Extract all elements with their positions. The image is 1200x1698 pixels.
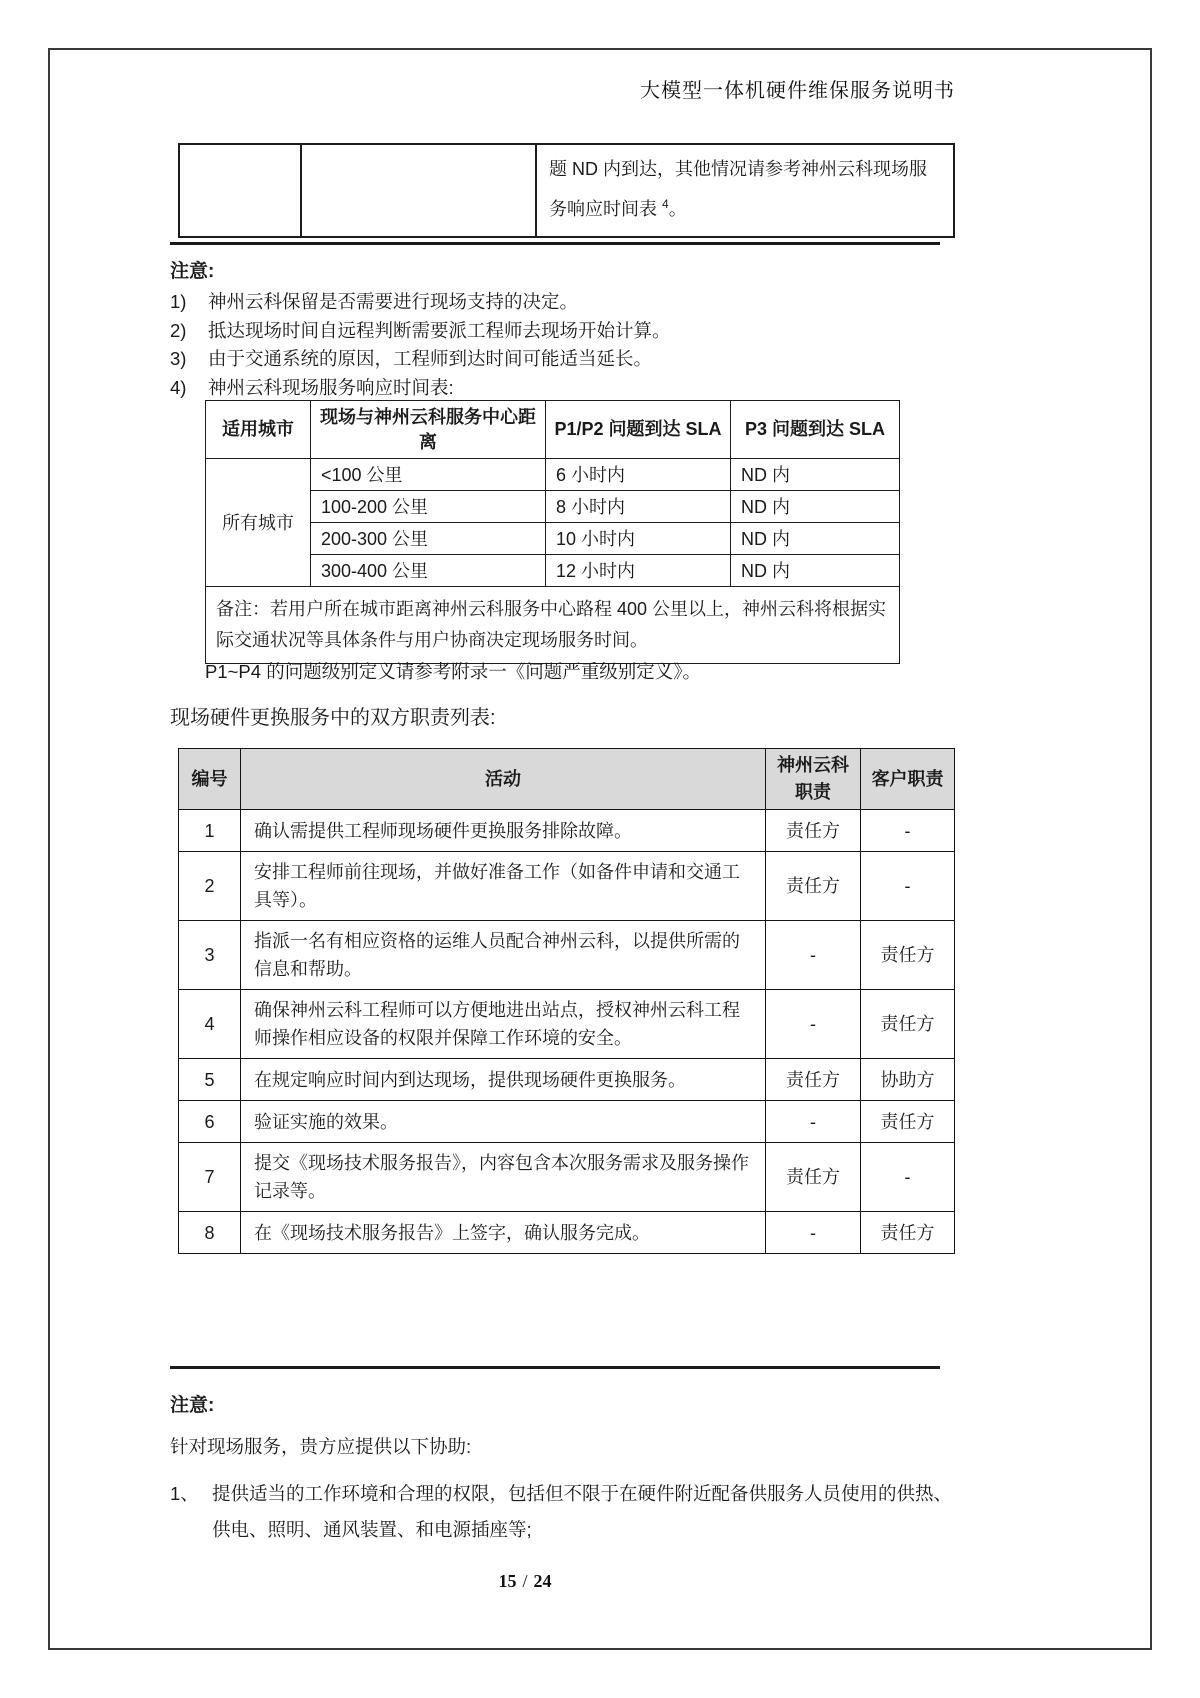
customer-role-cell: 责任方 bbox=[861, 921, 955, 990]
list-item bbox=[170, 374, 960, 403]
vendor-role-cell: 责任方 bbox=[766, 810, 861, 852]
p3-sla-cell: ND 内 bbox=[731, 523, 900, 555]
vendor-role-cell: 责任方 bbox=[766, 1059, 861, 1101]
notes-heading-2: 注意: bbox=[170, 1395, 215, 1416]
distance-cell: 300-400 公里 bbox=[311, 555, 546, 587]
response-time-table bbox=[205, 400, 900, 664]
row-number: 7 bbox=[179, 1143, 241, 1212]
activity-cell: 指派一名有相应资格的运维人员配合神州云科，以提供所需的信息和帮助。 bbox=[241, 921, 766, 990]
customer-role-cell: 协助方 bbox=[861, 1059, 955, 1101]
table-row bbox=[206, 555, 900, 587]
resp-header-vendor: 神州云科职责 bbox=[766, 749, 861, 810]
responsibilities-table bbox=[178, 748, 955, 1254]
sla-header-p1p2: P1/P2 问题到达 SLA bbox=[546, 401, 731, 459]
list-item-text: 神州云科现场服务响应时间表: bbox=[208, 376, 454, 398]
p3-sla-cell: ND 内 bbox=[731, 459, 900, 491]
row-number: 5 bbox=[179, 1059, 241, 1101]
vendor-role-cell: - bbox=[766, 921, 861, 990]
city-cell: 所有城市 bbox=[206, 459, 311, 587]
list-item-number: 4) bbox=[170, 376, 187, 398]
sla-header-p3: P3 问题到达 SLA bbox=[731, 401, 900, 459]
customer-role-cell: 责任方 bbox=[861, 1101, 955, 1143]
list-item-text: 神州云科保留是否需要进行现场支持的决定。 bbox=[208, 291, 579, 312]
notes-list-1 bbox=[170, 288, 960, 402]
list-item-number: 1、 bbox=[170, 1483, 199, 1504]
table-row bbox=[179, 144, 954, 237]
customer-role-cell: 责任方 bbox=[861, 1212, 955, 1254]
sla-header-city: 适用城市 bbox=[206, 401, 311, 459]
section-divider-rule bbox=[170, 1366, 940, 1369]
remark-cell: 备注：若用户所在城市距离神州云科服务中心路程 400 公里以上，神州云科将根据实际交通状况等具体条件与用户协商决定现场服务时间。 bbox=[206, 587, 900, 664]
resp-header-activity: 活动 bbox=[241, 749, 766, 810]
page-footer bbox=[130, 1571, 920, 1592]
continued-table bbox=[178, 143, 955, 238]
table-row bbox=[179, 810, 955, 852]
table-row bbox=[206, 523, 900, 555]
customer-role-cell: - bbox=[861, 852, 955, 921]
table-row bbox=[206, 587, 900, 664]
activity-cell: 验证实施的效果。 bbox=[241, 1101, 766, 1143]
p3-sla-cell: ND 内 bbox=[731, 491, 900, 523]
distance-cell: <100 公里 bbox=[311, 459, 546, 491]
vendor-role-cell: - bbox=[766, 1212, 861, 1254]
notes-intro: 针对现场服务，贵方应提供以下协助: bbox=[170, 1436, 472, 1457]
table-header-row bbox=[179, 749, 955, 810]
section-title: 现场硬件更换服务中的双方职责列表: bbox=[170, 707, 496, 729]
table-row bbox=[179, 1059, 955, 1101]
customer-role-cell: - bbox=[861, 810, 955, 852]
list-item-text: 由于交通系统的原因，工程师到达时间可能适当延长。 bbox=[208, 348, 653, 369]
activity-cell: 在《现场技术服务报告》上签字，确认服务完成。 bbox=[241, 1212, 766, 1254]
row-number: 1 bbox=[179, 810, 241, 852]
list-item bbox=[170, 345, 960, 374]
row-number: 8 bbox=[179, 1212, 241, 1254]
appendix-note: P1~P4 的问题级别定义请参考附录一《问题严重级别定义》。 bbox=[205, 661, 701, 682]
customer-role-cell: - bbox=[861, 1143, 955, 1212]
section-divider-rule bbox=[170, 242, 940, 245]
list-item bbox=[170, 317, 960, 346]
table-row bbox=[206, 491, 900, 523]
activity-cell: 确保神州云科工程师可以方便地进出站点，授权神州云科工程师操作相应设备的权限并保障工作环境的安全。 bbox=[241, 990, 766, 1059]
table-row bbox=[179, 1143, 955, 1212]
p1p2-sla-cell: 12 小时内 bbox=[546, 555, 731, 587]
row-number: 3 bbox=[179, 921, 241, 990]
customer-role-cell: 责任方 bbox=[861, 990, 955, 1059]
table-row bbox=[179, 1212, 955, 1254]
resp-header-customer: 客户职责 bbox=[861, 749, 955, 810]
row-number: 6 bbox=[179, 1101, 241, 1143]
p1p2-sla-cell: 10 小时内 bbox=[546, 523, 731, 555]
continued-empty-cell-2 bbox=[301, 144, 536, 237]
list-item-text: 提供适当的工作环境和合理的权限，包括但不限于在硬件附近配备供服务人员使用的供热、供电、照明、通风装置、和电源插座等; bbox=[212, 1483, 953, 1540]
table-row bbox=[179, 852, 955, 921]
continued-text-cell bbox=[536, 144, 954, 237]
table-row bbox=[179, 921, 955, 990]
continued-text-end: 。 bbox=[668, 199, 687, 219]
list-item-text: 抵达现场时间自远程判断需要派工程师去现场开始计算。 bbox=[208, 319, 671, 341]
distance-cell: 100-200 公里 bbox=[311, 491, 546, 523]
list-item bbox=[170, 1476, 962, 1548]
vendor-role-cell: - bbox=[766, 1101, 861, 1143]
continued-text: 题 ND 内到达，其他情况请参考神州云科现场服务响应时间表 bbox=[549, 159, 927, 219]
vendor-role-cell: 责任方 bbox=[766, 1143, 861, 1212]
footer-separator: / bbox=[522, 1571, 528, 1591]
list-item-number: 2) bbox=[170, 319, 187, 341]
activity-cell: 在规定响应时间内到达现场，提供现场硬件更换服务。 bbox=[241, 1059, 766, 1101]
table-row bbox=[179, 990, 955, 1059]
sla-header-distance: 现场与神州云科服务中心距离 bbox=[311, 401, 546, 459]
list-item-number: 3) bbox=[170, 348, 187, 369]
table-row bbox=[206, 459, 900, 491]
continued-empty-cell-1 bbox=[179, 144, 301, 237]
p1p2-sla-cell: 8 小时内 bbox=[546, 491, 731, 523]
footer-total-pages: 24 bbox=[533, 1571, 552, 1591]
p1p2-sla-cell: 6 小时内 bbox=[546, 459, 731, 491]
table-header-row bbox=[206, 401, 900, 459]
footnote-ref: 4 bbox=[662, 197, 669, 211]
distance-cell: 200-300 公里 bbox=[311, 523, 546, 555]
resp-header-no: 编号 bbox=[179, 749, 241, 810]
footer-page-number: 15 bbox=[498, 1571, 517, 1591]
doc-title: 大模型一体机硬件维保服务说明书 bbox=[640, 80, 955, 102]
activity-cell: 安排工程师前往现场，并做好准备工作（如备件申请和交通工具等）。 bbox=[241, 852, 766, 921]
table-row bbox=[179, 1101, 955, 1143]
activity-cell: 确认需提供工程师现场硬件更换服务排除故障。 bbox=[241, 810, 766, 852]
list-item bbox=[170, 288, 960, 317]
activity-cell: 提交《现场技术服务报告》，内容包含本次服务需求及服务操作记录等。 bbox=[241, 1143, 766, 1212]
row-number: 4 bbox=[179, 990, 241, 1059]
row-number: 2 bbox=[179, 852, 241, 921]
list-item-number: 1) bbox=[170, 291, 187, 312]
vendor-role-cell: 责任方 bbox=[766, 852, 861, 921]
p3-sla-cell: ND 内 bbox=[731, 555, 900, 587]
page-header bbox=[48, 74, 955, 103]
vendor-role-cell: - bbox=[766, 990, 861, 1059]
notes-heading-1: 注意: bbox=[170, 261, 215, 282]
